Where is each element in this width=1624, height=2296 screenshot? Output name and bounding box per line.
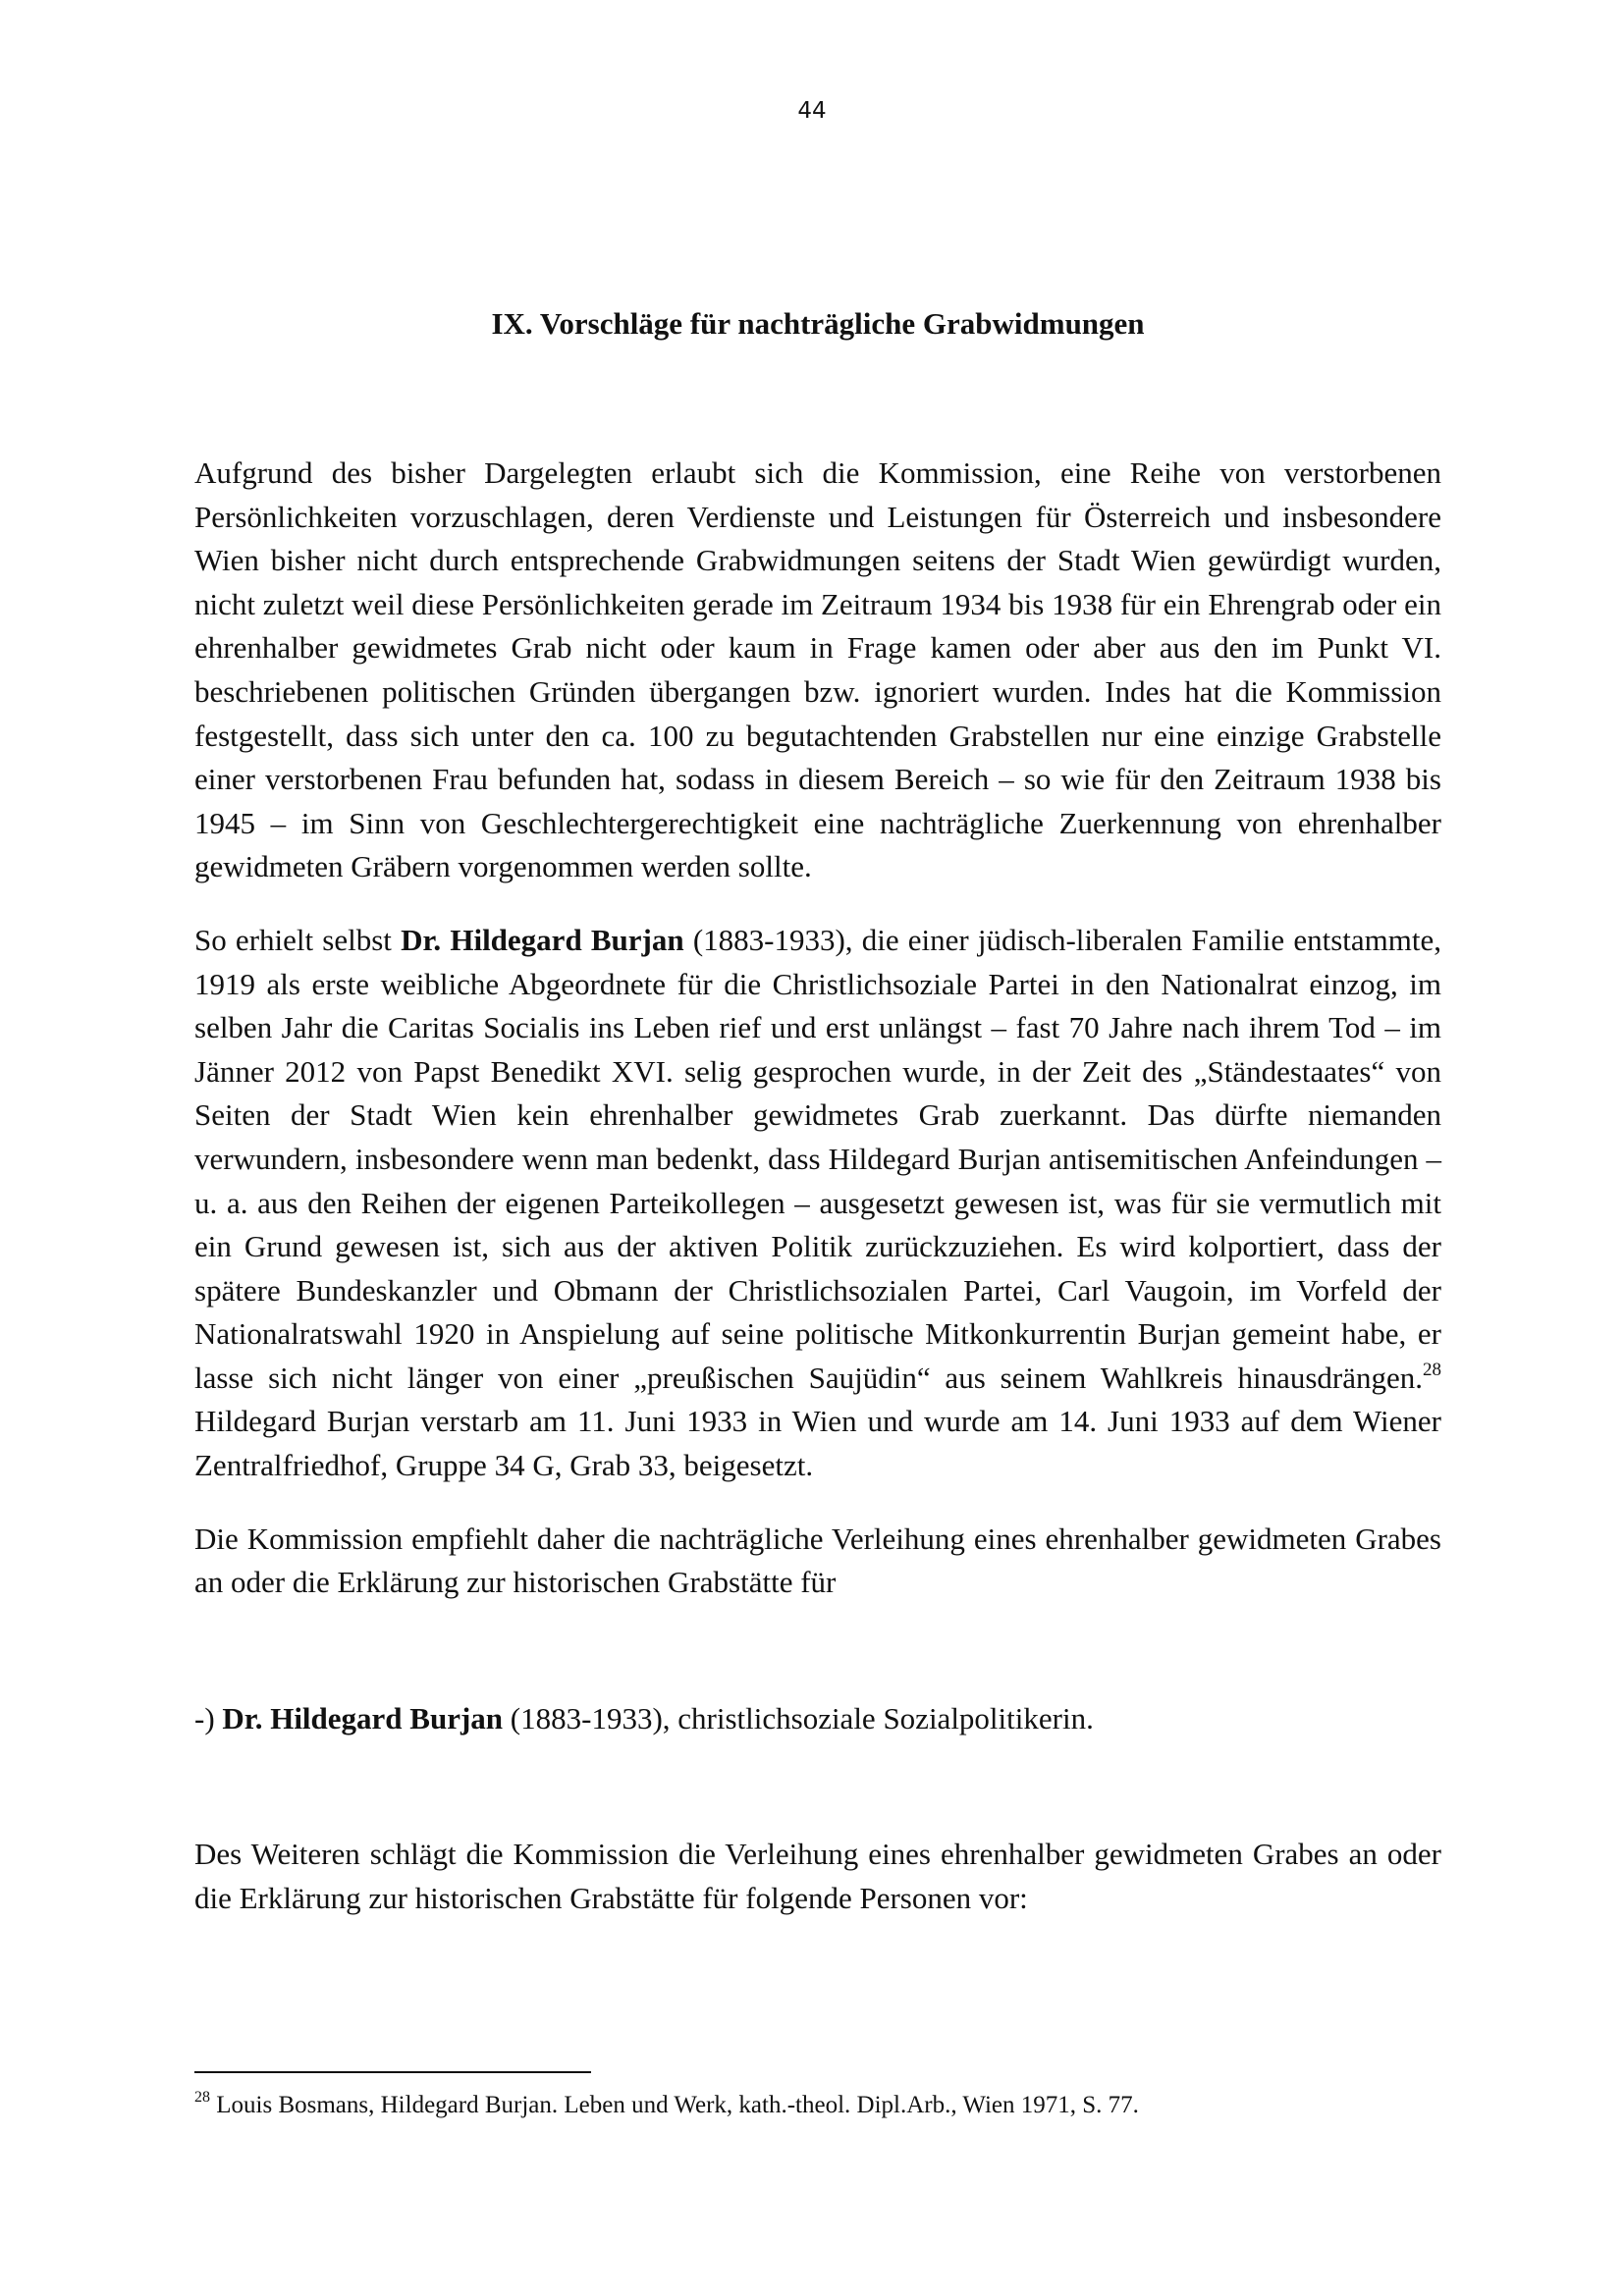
list-item-description: (1883-1933), christlichsoziale Sozialpolitikerin. (503, 1700, 1094, 1735)
paragraph-burjan (194, 919, 1441, 1488)
footnote-divider (194, 2071, 591, 2073)
body-text (194, 452, 1441, 1950)
paragraph-burjan-body: (1883-1933), die einer jüdisch-liberalen Familie entstammte, 1919 als erste weibliche Abgeordnete für die Christlichsoziale Partei in den Nationalrat einzog, im selben Jahr die Caritas Socialis ins Leben rief und erst unlängst – fast 70 Jahre nach ihrem Tod – im Jänner 2012 von Papst Benedikt XVI. selig gesprochen wurde, in der Zeit des „Ständestaates“ von Seiten der Stadt Wien kein ehrenhalber gewidmetes Grab zuerkannt. Das dürfte niemanden verwundern, insbesondere wenn man bedenkt, dass Hildegard Burjan antisemitischen Anfeindungen – u. a. aus den Reihen der eigenen Parteikollegen – ausgesetzt gewesen ist, was für sie vermutlich mit ein Grund gewesen ist, sich aus der aktiven Politik zurückzuziehen. Es wird kolportiert, dass der spätere Bundeskanzler und Obmann der Christlichsozialen Partei, Carl Vaugoin, im Vorfeld der Nationalratswahl 1920 in Anspielung auf seine politische Mitkonkurrentin Burjan gemeint habe, er lasse sich nicht länger von einer „preußischen Saujüdin“ aus seinem Wahlkreis hinausdrängen. (194, 922, 1441, 1395)
page-number: 44 (797, 98, 827, 124)
paragraph-further-proposals: Des Weiteren schlägt die Kommission die Verleihung eines ehrenhalber gewidmeten Grabes an oder die Erklärung zur historischen Grabstätte für folgende Personen vor: (194, 1837, 1441, 1916)
list-bullet: -) (194, 1700, 223, 1735)
paragraph-burjan-lead: So erhielt selbst (194, 922, 402, 957)
footnote-reference: 28 (1423, 1359, 1441, 1380)
footnote (194, 2089, 1441, 2122)
paragraph-burjan-tail: Hildegard Burjan verstarb am 11. Juni 1933 in Wien und wurde am 14. Juni 1933 auf dem Wiener Zentralfriedhof, Gruppe 34 G, Grab 33, beigesetzt. (194, 1404, 1441, 1483)
section-heading: IX. Vorschläge für nachträgliche Grabwidmungen (491, 306, 1145, 341)
paragraph-intro: Aufgrund des bisher Dargelegten erlaubt sich die Kommission, eine Reihe von verstorbenen Persönlichkeiten vorzuschlagen, deren Verdienste und Leistungen für Österreich und insbesondere Wien bisher nicht durch entsprechende Grabwidmungen seitens der Stadt Wien gewürdigt wurden, nicht zuletzt weil diese Persönlichkeiten gerade im Zeitraum 1934 bis 1938 für ein Ehrengrab oder ein ehrenhalber gewidmetes Grab nicht oder kaum in Frage kamen oder aber aus den im Punkt VI. beschriebenen politischen Gründen übergangen bzw. ignoriert wurden. Indes hat die Kommission festgestellt, dass sich unter den ca. 100 zu begutachtenden Grabstellen nur eine einzige Grabstelle einer verstorbenen Frau befunden hat, sodass in diesem Bereich – so wie für den Zeitraum 1938 bis 1945 – im Sinn von Geschlechtergerechtigkeit eine nachträgliche Zuerkennung von ehrenhalber gewidmeten Gräbern vorgenommen werden sollte. (194, 455, 1441, 884)
footnote-text: Louis Bosmans, Hildegard Burjan. Leben und Werk, kath.-theol. Dipl.Arb., Wien 1971, S. 77. (210, 2092, 1139, 2118)
list-item-name: Dr. Hildegard Burjan (222, 1700, 504, 1735)
paragraph-recommendation: Die Kommission empfiehlt daher die nachträgliche Verleihung eines ehrenhalber gewidmeten Grabes an oder die Erklärung zur historischen Grabstätte für (194, 1521, 1441, 1600)
footnote-number: 28 (194, 2088, 210, 2106)
person-name: Dr. Hildegard Burjan (401, 922, 684, 957)
list-item (194, 1697, 1441, 1741)
